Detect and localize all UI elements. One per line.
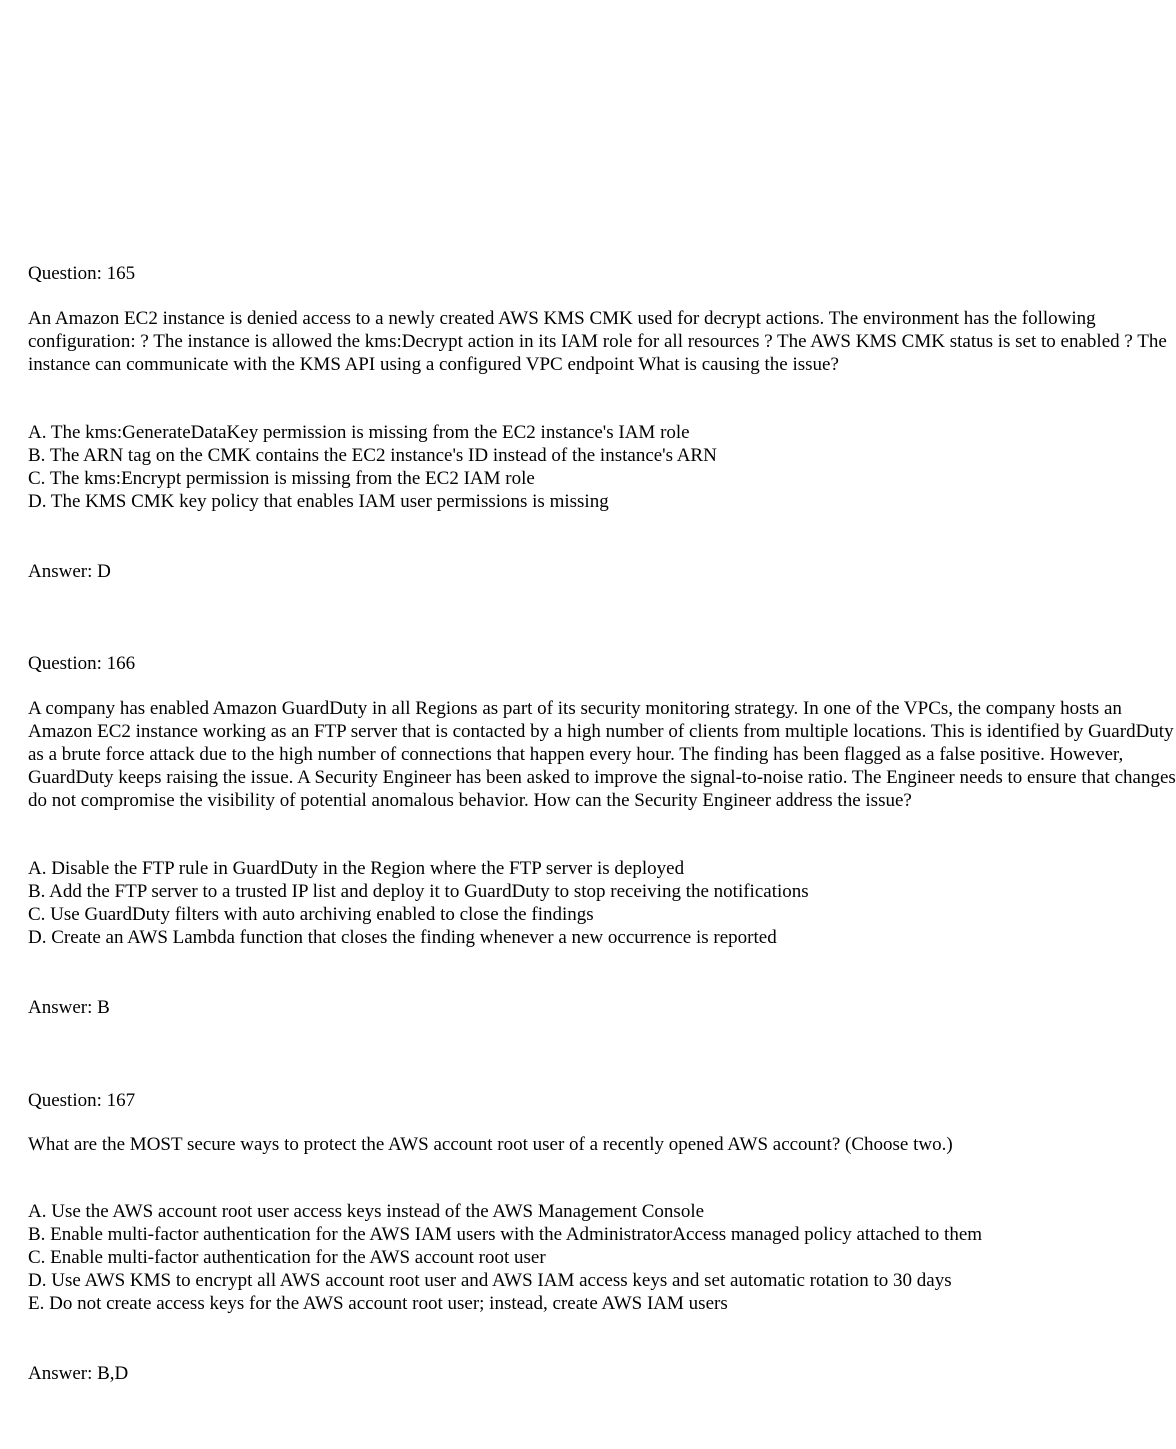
answer-options: [28, 1200, 982, 1315]
answer-options: [28, 421, 717, 513]
option-e: E. Do not create access keys for the AWS account root user; instead, create AWS IAM users: [28, 1293, 728, 1314]
answer-line: [28, 560, 111, 583]
question-body-line: GuardDuty keeps raising the issue. A Security Engineer has been asked to improve the signal-to-noise ratio. The Engineer needs to ensure that changes: [28, 767, 1176, 788]
option-a: A. The kms:GenerateDataKey permission is missing from the EC2 instance's IAM role: [28, 422, 690, 443]
answer-text: Answer: D: [28, 561, 111, 582]
option-d: D. The KMS CMK key policy that enables IAM user permissions is missing: [28, 491, 609, 512]
question-body-line: do not compromise the visibility of potential anomalous behavior. How can the Security Engineer address the issue?: [28, 790, 912, 811]
question-title: [28, 652, 135, 675]
option-a: A. Disable the FTP rule in GuardDuty in the Region where the FTP server is deployed: [28, 858, 685, 879]
option-c: C. Enable multi-factor authentication for the AWS account root user: [28, 1247, 546, 1268]
question-body-line: as a brute force attack due to the high number of connections that happen every hour. The finding has been flagged as a false positive. However,: [28, 744, 1124, 765]
option-b: B. Add the FTP server to a trusted IP list and deploy it to GuardDuty to stop receiving the notifications: [28, 881, 809, 902]
option-b: B. Enable multi-factor authentication for the AWS IAM users with the AdministratorAccess managed policy attached to them: [28, 1224, 983, 1245]
question-body: [28, 1133, 953, 1156]
question-body: [28, 307, 1167, 376]
question-body-line: configuration: ? The instance is allowed the kms:Decrypt action in its IAM role for all resources ? The AWS KMS CMK status is set to enabled ? The: [28, 331, 1167, 352]
option-a: A. Use the AWS account root user access keys instead of the AWS Management Console: [28, 1201, 705, 1222]
question-title-text: Question: 166: [28, 653, 136, 674]
answer-line: [28, 996, 110, 1019]
question-body-line: instance can communicate with the KMS API using a configured VPC endpoint What is causing the issue?: [28, 354, 839, 375]
question-body-line: Amazon EC2 instance working as an FTP server that is contacted by a high number of clients from multiple locations. This is identified by GuardDuty: [28, 721, 1174, 742]
question-body-line: A company has enabled Amazon GuardDuty in all Regions as part of its security monitoring strategy. In one of the VPCs, the company hosts an: [28, 698, 1122, 719]
question-title-text: Question: 165: [28, 263, 136, 284]
answer-line: [28, 1362, 128, 1385]
answer-options: [28, 857, 809, 949]
option-c: C. The kms:Encrypt permission is missing from the EC2 IAM role: [28, 468, 535, 489]
question-title-text: Question: 167: [28, 1090, 136, 1111]
question-body-line: An Amazon EC2 instance is denied access to a newly created AWS KMS CMK used for decrypt actions. The environment has the following: [28, 308, 1096, 329]
answer-text: Answer: B,D: [28, 1363, 129, 1384]
option-d: D. Create an AWS Lambda function that closes the finding whenever a new occurrence is reported: [28, 927, 777, 948]
question-title: [28, 262, 135, 285]
question-body-line: What are the MOST secure ways to protect the AWS account root user of a recently opened AWS account? (Choose two.): [28, 1134, 953, 1155]
option-d: D. Use AWS KMS to encrypt all AWS account root user and AWS IAM access keys and set automatic rotation to 30 days: [28, 1270, 952, 1291]
option-b: B. The ARN tag on the CMK contains the EC2 instance's ID instead of the instance's ARN: [28, 445, 717, 466]
question-title: [28, 1089, 135, 1112]
option-c: C. Use GuardDuty filters with auto archiving enabled to close the findings: [28, 904, 594, 925]
answer-text: Answer: B: [28, 997, 110, 1018]
question-body: [28, 697, 1176, 812]
